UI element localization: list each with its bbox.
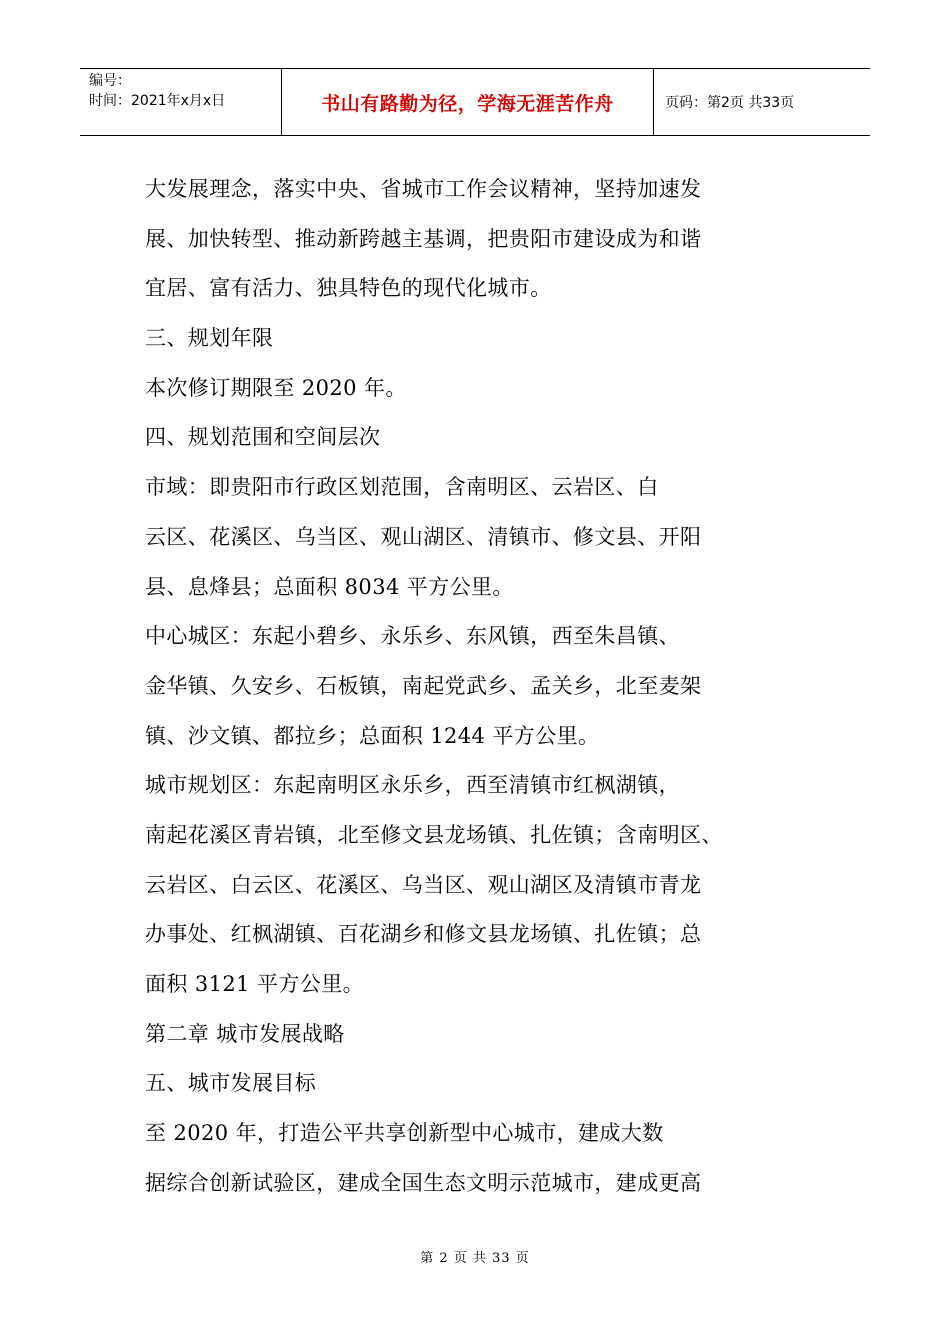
page-header bbox=[80, 68, 870, 136]
body-line: 办事处、红枫湖镇、百花湖乡和修文县龙场镇、扎佐镇；总 bbox=[145, 922, 702, 947]
body-line: 中心城区：东起小碧乡、永乐乡、东风镇，西至朱昌镇、 bbox=[145, 624, 680, 649]
body-line: 南起花溪区青岩镇，北至修文县龙场镇、扎佐镇；含南明区、 bbox=[145, 822, 723, 847]
body-line: 市域：即贵阳市行政区划范围，含南明区、云岩区、白 bbox=[145, 475, 659, 500]
page-footer: 第 2 页 共 33 页 bbox=[420, 1251, 530, 1266]
body-line: 云岩区、白云区、花溪区、乌当区、观山湖区及清镇市青龙 bbox=[145, 872, 702, 897]
chapter-heading: 第二章 城市发展战略 bbox=[145, 1021, 345, 1046]
document-number-label: 编号： bbox=[89, 73, 131, 89]
body-line: 大发展理念，落实中央、省城市工作会议精神，坚持加速发 bbox=[145, 177, 702, 201]
body-line: 展、加快转型、推动新跨越主基调，把贵阳市建设成为和谐 bbox=[145, 226, 702, 251]
body-line: 县、息烽县；总面积 8034 平方公里。 bbox=[145, 574, 514, 599]
section-heading: 三、规划年限 bbox=[145, 326, 274, 351]
body-line: 本次修订期限至 2020 年。 bbox=[145, 375, 407, 400]
body-line: 至 2020 年，打造公平共享创新型中心城市，建成大数 bbox=[145, 1121, 664, 1146]
header-page-info: 页码：第2页 共33页 bbox=[665, 95, 795, 111]
section-heading: 四、规划范围和空间层次 bbox=[145, 425, 381, 450]
header-meta bbox=[80, 69, 282, 135]
header-motto: 书山有路勤为径，学海无涯苦作舟 bbox=[282, 69, 654, 135]
document-date-label: 时间：2021年x月x日 bbox=[89, 93, 226, 109]
body-line: 据综合创新试验区，建成全国生态文明示范城市，建成更高 bbox=[145, 1170, 702, 1195]
body-line: 城市规划区：东起南明区永乐乡，西至清镇市红枫湖镇， bbox=[145, 773, 680, 798]
body-line: 宜居、富有活力、独具特色的现代化城市。 bbox=[145, 276, 552, 301]
body-line: 云区、花溪区、乌当区、观山湖区、清镇市、修文县、开阳 bbox=[145, 524, 702, 549]
body-line: 金华镇、久安乡、石板镇，南起党武乡、孟关乡，北至麦架 bbox=[145, 673, 702, 698]
body-line: 镇、沙文镇、都拉乡；总面积 1244 平方公里。 bbox=[145, 723, 600, 748]
body-line: 面积 3121 平方公里。 bbox=[145, 972, 364, 996]
section-heading: 五、城市发展目标 bbox=[145, 1071, 317, 1096]
document-body bbox=[145, 165, 825, 1208]
